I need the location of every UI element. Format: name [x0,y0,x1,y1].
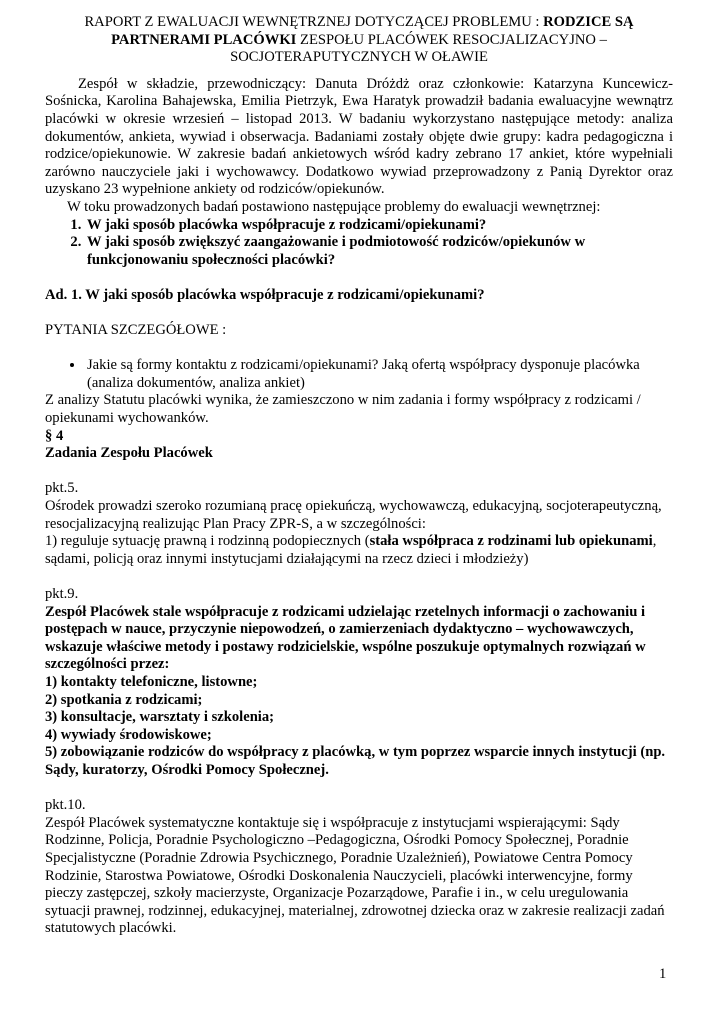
document-page [45,14,673,938]
pkt5-item-end: , sądami, policją oraz innymi instytucjami działającymi na rzecz dzieci i młodzieży) [45,533,657,567]
report-title [45,14,673,67]
statute-paragraph: Z analizy Statutu placówki wynika, że zamieszczono w nim zadania i formy współpracy z rodzicami / opiekunami wychowanków. [45,392,641,427]
pkt5-item [45,533,673,568]
pkt5-item-bold: stała współpraca z rodzinami lub opiekunami [369,533,653,550]
bullet-item: • Jakie są formy kontaktu z rodzicami/opiekunami? Jaką ofertą współpracy dysponuje placówka (analiza dokumentów, analiza ankiet) [85,357,673,392]
pkt10-label: pkt.10. [45,797,86,814]
evaluation-questions [45,217,673,270]
pkt9-label: pkt.9. [45,586,79,602]
title-line3: SOCJOTERAPUTYCZNYCH W OŁAWIE [230,49,488,66]
detailed-questions-list [45,357,673,392]
pkt5-label: pkt.5. [45,480,79,497]
pkt5-text: Ośrodek prowadzi szeroko rozumianą pracę opiekuńczą, wychowawczą, edukacyjną, socjoterapeutyczną, resocjalizacyjną realizując Plan Pracy ZPR-S, a w szczególności: [45,498,662,532]
title-line2-bold: PARTNERAMI PLACÓWKI [111,31,297,48]
intro-paragraph: Zespół w składzie, przewodniczący: Danuta Dróżdż oraz członkowie: Katarzyna Kuncewicz-Sośnicka, Karolina Bahajewska, Emilia Pietrzyk, Ewa Haratyk prowadził badania ewaluacyjne wewnątrz placówki w okresie wrzesień – listopad 2013. W badaniu wykorzystano następujące metody: analiza dokumentów, ankieta, wywiad i obserwacja. Badaniami zostały objęte dwie grupy: kadra pedagogiczna i rodzice/opiekunowie. W zakresie badań ankietowych wśród kadry zebrano 17 ankiet, które wypełniali zarówno nauczyciele jaki i wychowawcy. Dodatkowo wywiad przeprowadzony z Panią Dyrektor oraz uzyskano 23 wypełnione ankiety od rodziców/opiekunów. [45,75,673,198]
title-line1-plain: RAPORT Z EWALUACJI WEWNĘTRZNEJ DOTYCZĄCEJ PROBLEMU : [84,14,544,30]
pkt9-text: Zespół Placówek stale współpracuje z rodzicami udzielając rzetelnych informacji o zachowaniu i postępach w nauce, przyczynie niepowodzeń, o zamierzeniach dydaktyczno – wychowawczych, wskazuje właściwe metody i postawy rodzicielskie, wspólne poszukuje optymalnych rozwiązań w szczególności przez: [45,603,646,673]
pkt10-text: Zespół Placówek systematyczne kontaktuje się i współpracuje z instytucjami wspierającymi: Sądy Rodzinne, Policja, Poradnie Psychologiczno –Pedagogiczna, Ośrodki Pomocy Społecznej, Poradnie Specjalistyczne (Poradnie Zdrowia Psychicznego, Poradnie Uzależnień), Powiatowe Centra Pomocy Rodzinie, Starostwa Powiatowe, Ośrodki Doskonalenia Nauczycieli, placówki interwencyjne, formy pieczy zastępczej, szkoły macierzyste, Organizacje Pozarządowe, Parafie i in., w celu uregulowania sytuacji prawnej, rodzinnej, edukacyjnej, materialnej, zdrowotnej dziecka oraz w zakresie realizacji zadań statutowych placówki. [45,814,665,937]
pkt9-item: 2) spotkania z rodzicami; [45,691,203,708]
title-line2-plain: ZESPOŁU PLACÓWEK RESOCJALIZACYJNO – [296,31,607,48]
pkt9-item: 5) zobowiązanie rodziców do współpracy z placówką, w tym poprzez wsparcie innych instytucji (np. Sądy, kuratorzy, Ośrodki Pomocy Społecznej. [45,744,666,778]
detailed-questions-heading: PYTANIA SZCZEGÓŁOWE : [45,322,227,339]
problems-intro: W toku prowadzonych badań postawiono następujące problemy do ewaluacji wewnętrznej: [67,198,601,215]
section1-heading: Ad. 1. W jaki sposób placówka współpracuje z rodzicami/opiekunami? [45,286,485,303]
page-number: 1 [659,966,667,982]
pkt9-item: 3) konsultacje, warsztaty i szkolenia; [45,709,275,726]
question-item: 1. W jaki sposób placówka współpracuje z rodzicami/opiekunami? [85,217,673,235]
pkt9-item: 1) kontakty telefoniczne, listowne; [45,673,258,690]
title-line1-bold: RODZICE SĄ [543,14,634,30]
pkt5-item-start: 1) reguluje sytuację prawną i rodzinną podopiecznych ( [45,533,370,550]
paragraph-title: Zadania Zespołu Placówek [45,445,213,462]
pkt9-item: 4) wywiady środowiskowe; [45,726,212,743]
paragraph-sign: § 4 [45,427,64,444]
question-item: 2. W jaki sposób zwiększyć zaangażowanie i podmiotowość rodziców/opiekunów w funkcjonowaniu społeczności placówki? [85,234,673,269]
